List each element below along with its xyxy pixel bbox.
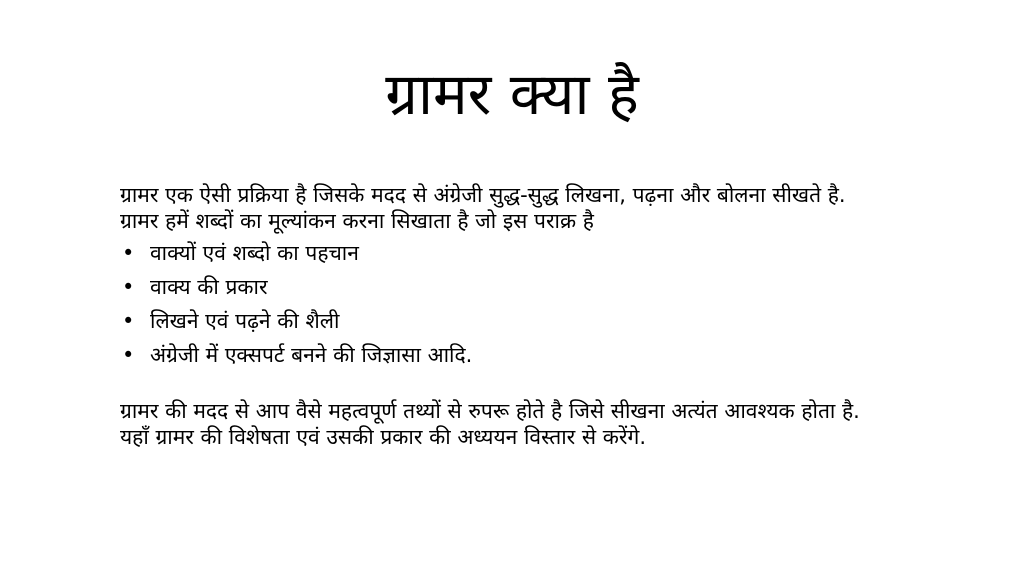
intro-paragraph: ग्रामर एक ऐसी प्रक्रिया है जिसके मदद से अंग्रेजी सुद्ध-सुद्ध लिखना, पढ़ना और बोलना सीखते है. ग्रामर हमें शब्दों का मूल्यांकन करना सिखाता है जो इस पराक्र है <box>120 183 846 233</box>
bullet-glyph: • <box>122 241 135 265</box>
bullet-item <box>120 274 880 300</box>
bullet-text: वाक्यों एवं शब्दो का पहचान <box>150 241 359 265</box>
bullet-item <box>120 240 880 266</box>
bullet-glyph: • <box>122 309 135 333</box>
bullet-item <box>120 342 880 368</box>
bullet-text: अंग्रेजी में एक्सपर्ट बनने की जिज्ञासा आदि. <box>150 343 473 367</box>
bullet-text: लिखने एवं पढ़ने की शैली <box>150 309 340 333</box>
closing-paragraph: ग्रामर की मदद से आप वैसे महत्वपूर्ण तथ्यों से रुपरू होते है जिसे सीखना अत्यंत आवश्यक होता है. यहाँ ग्रामर की विशेषता एवं उसकी प्रकार की अध्ययन विस्तार से करेंगे. <box>120 399 860 449</box>
bullet-glyph: • <box>122 275 135 299</box>
slide-body <box>120 182 880 450</box>
bullet-glyph: • <box>122 343 135 367</box>
bullet-list <box>120 240 880 368</box>
bullet-item <box>120 308 880 334</box>
bullet-text: वाक्य की प्रकार <box>150 275 268 299</box>
slide-title: ग्रामर क्या है <box>385 60 639 128</box>
